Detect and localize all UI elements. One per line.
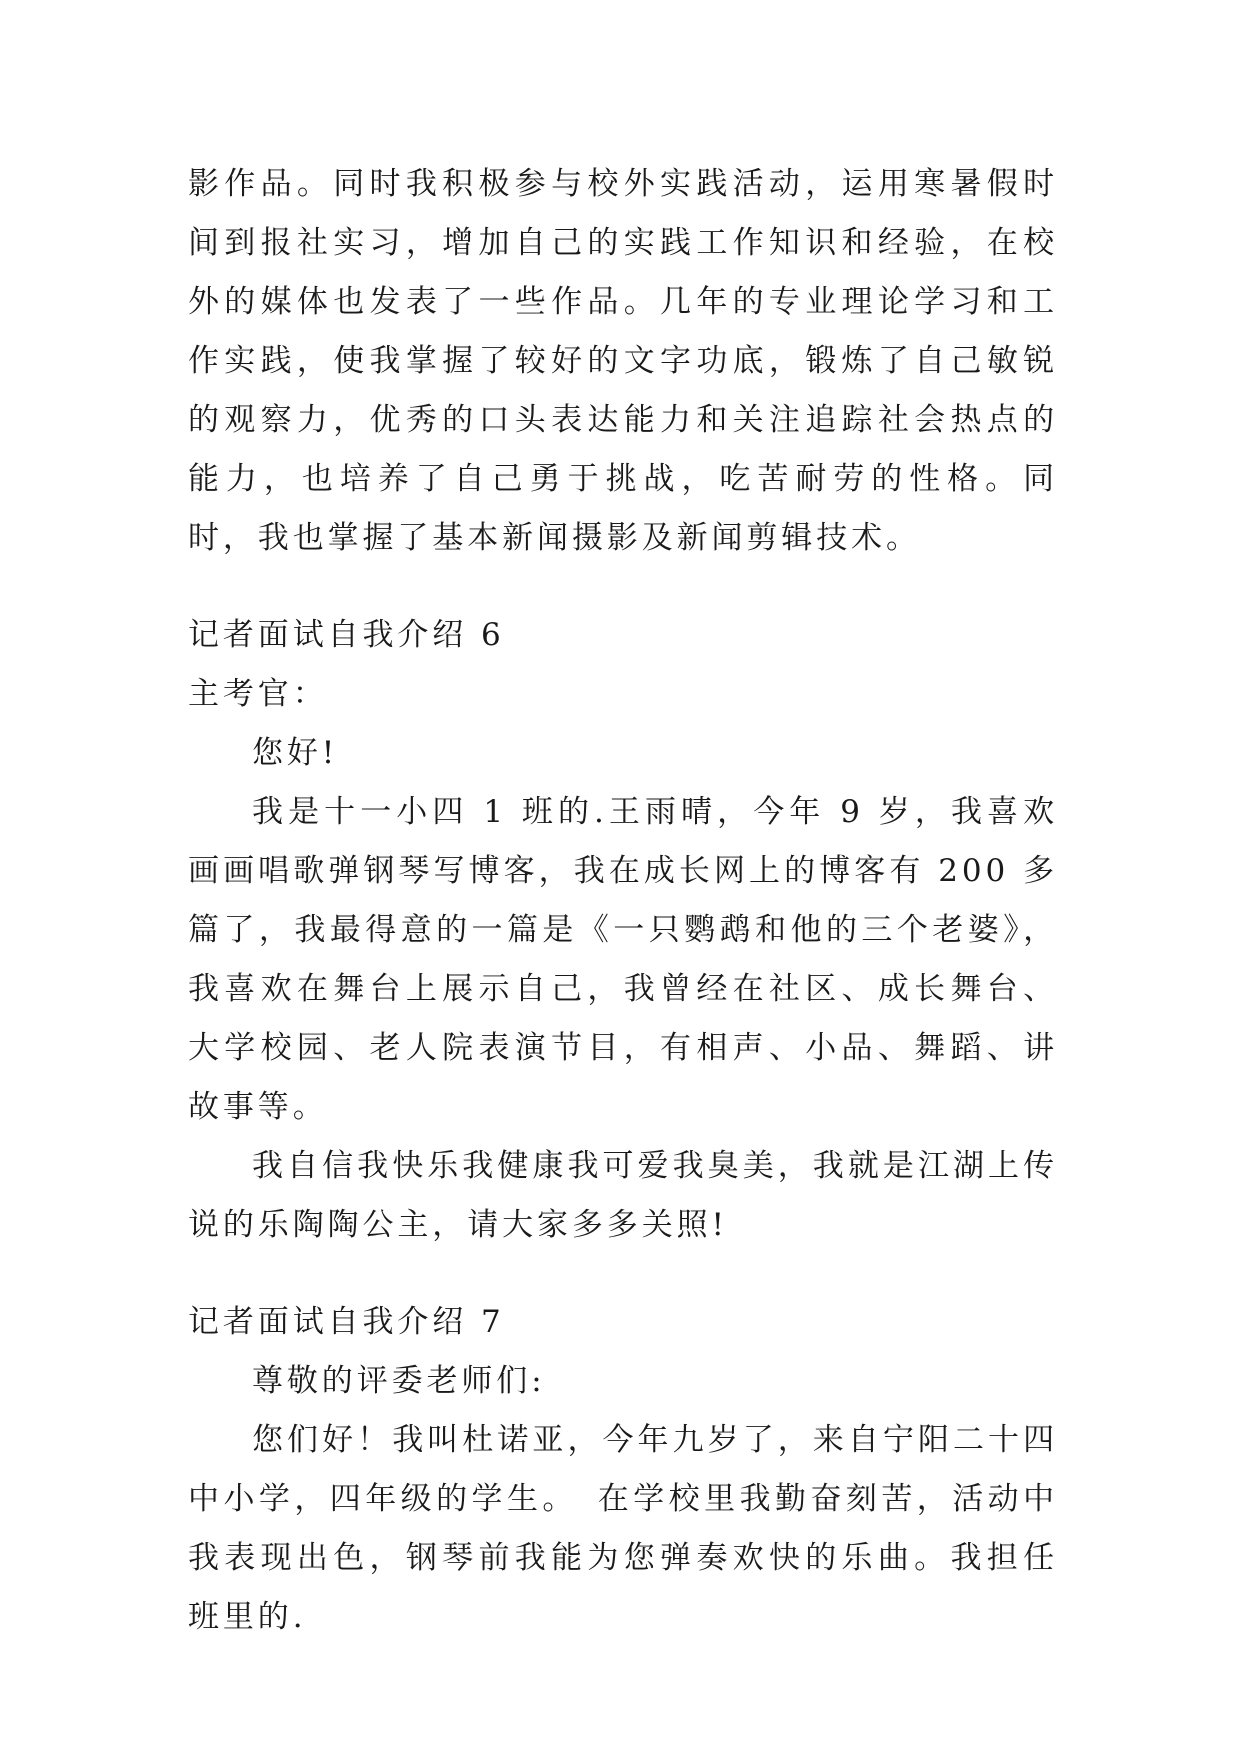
section-spacer <box>188 1255 1058 1293</box>
section6-salutation: 主考官： <box>188 676 328 712</box>
section6-greeting: 您好! <box>252 735 339 771</box>
document-page <box>188 155 1058 1647</box>
section6-paragraph2: 我自信我快乐我健康我可爱我臭美，我就是江湖上传说的乐陶陶公主，请大家多多关照! <box>188 1148 1058 1243</box>
intro-paragraph: 影作品。同时我积极参与校外实践活动，运用寒暑假时间到报社实习，增加自己的实践工作知识和经验，在校外的媒体也发表了一些作品。几年的专业理论学习和工作实践，使我掌握了较好的文字功底，锻炼了自己敏锐的观察力，优秀的口头表达能力和关注追踪社会热点的能力，也培养了自己勇于挑战，吃苦耐劳的性格。同时，我也掌握了基本新闻摄影及新闻剪辑技术。 <box>188 166 1058 556</box>
section-spacer <box>188 568 1058 606</box>
section6-title: 记者面试自我介绍 6 <box>188 617 505 653</box>
section7-title: 记者面试自我介绍 7 <box>188 1304 505 1340</box>
section6-paragraph1: 我是十一小四 1 班的.王雨晴，今年 9 岁，我喜欢画画唱歌弹钢琴写博客，我在成长网上的博客有 200 多篇了，我最得意的一篇是《一只鹦鹉和他的三个老婆》，我喜欢在舞台上展示自己，我曾经在社区、成长舞台、大学校园、老人院表演节目，有相声、小品、舞蹈、讲故事等。 <box>188 794 1058 1125</box>
section7-salutation: 尊敬的评委老师们: <box>252 1363 546 1399</box>
section7-paragraph1: 您们好！我叫杜诺亚，今年九岁了，来自宁阳二十四中小学，四年级的学生。 在学校里我勤奋刻苦，活动中我表现出色，钢琴前我能为您弹奏欢快的乐曲。我担任班里的. <box>188 1422 1058 1635</box>
